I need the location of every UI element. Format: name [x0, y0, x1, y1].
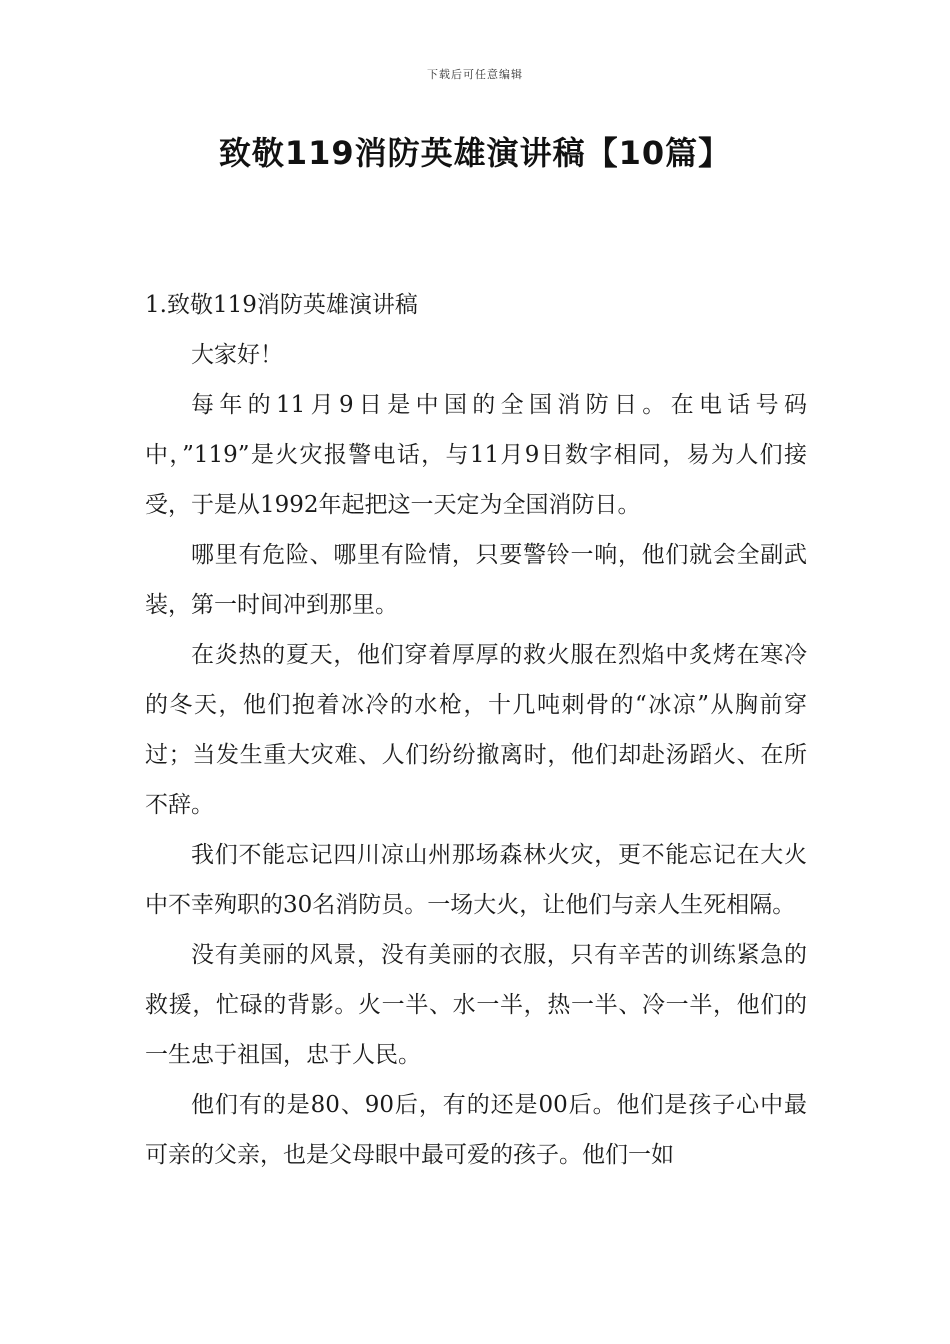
- paragraph: 哪里有危险、哪里有险情，只要警铃一响，他们就会全副武装，第一时间冲到那里。: [145, 542, 807, 618]
- paragraph: 我们不能忘记四川凉山州那场森林火灾，更不能忘记在大火中不幸殉职的30名消防员。一场大火，让他们与亲人生死相隔。: [145, 842, 807, 918]
- paragraph: 他们有的是80、90后，有的还是00后。他们是孩子心中最可亲的父亲，也是父母眼中最可爱的孩子。他们一如: [145, 1092, 807, 1168]
- paragraph: 没有美丽的风景，没有美丽的衣服，只有辛苦的训练紧急的救援，忙碌的背影。火一半、水一半，热一半、冷一半，他们的一生忠于祖国，忠于人民。: [145, 942, 807, 1068]
- document-title: 致敬119消防英雄演讲稿【10篇】: [218, 134, 732, 172]
- document-body: [145, 280, 807, 1180]
- paragraph-greeting: 大家好！: [191, 342, 283, 368]
- section-heading: 1.致敬119消防英雄演讲稿: [145, 292, 418, 318]
- paragraph: 在炎热的夏天，他们穿着厚厚的救火服在烈焰中炙烤在寒冷的冬天，他们抱着冰冷的水枪，十几吨刺骨的“冰凉”从胸前穿过；当发生重大灾难、人们纷纷撤离时，他们却赴汤蹈火、在所不辞。: [145, 642, 807, 818]
- paragraph: 每年的11月9日是中国的全国消防日。在电话号码中，”119”是火灾报警电话，与11月9日数字相同，易为人们接受，于是从1992年起把这一天定为全国消防日。: [145, 392, 807, 518]
- header-note: 下载后可任意编辑: [427, 68, 523, 81]
